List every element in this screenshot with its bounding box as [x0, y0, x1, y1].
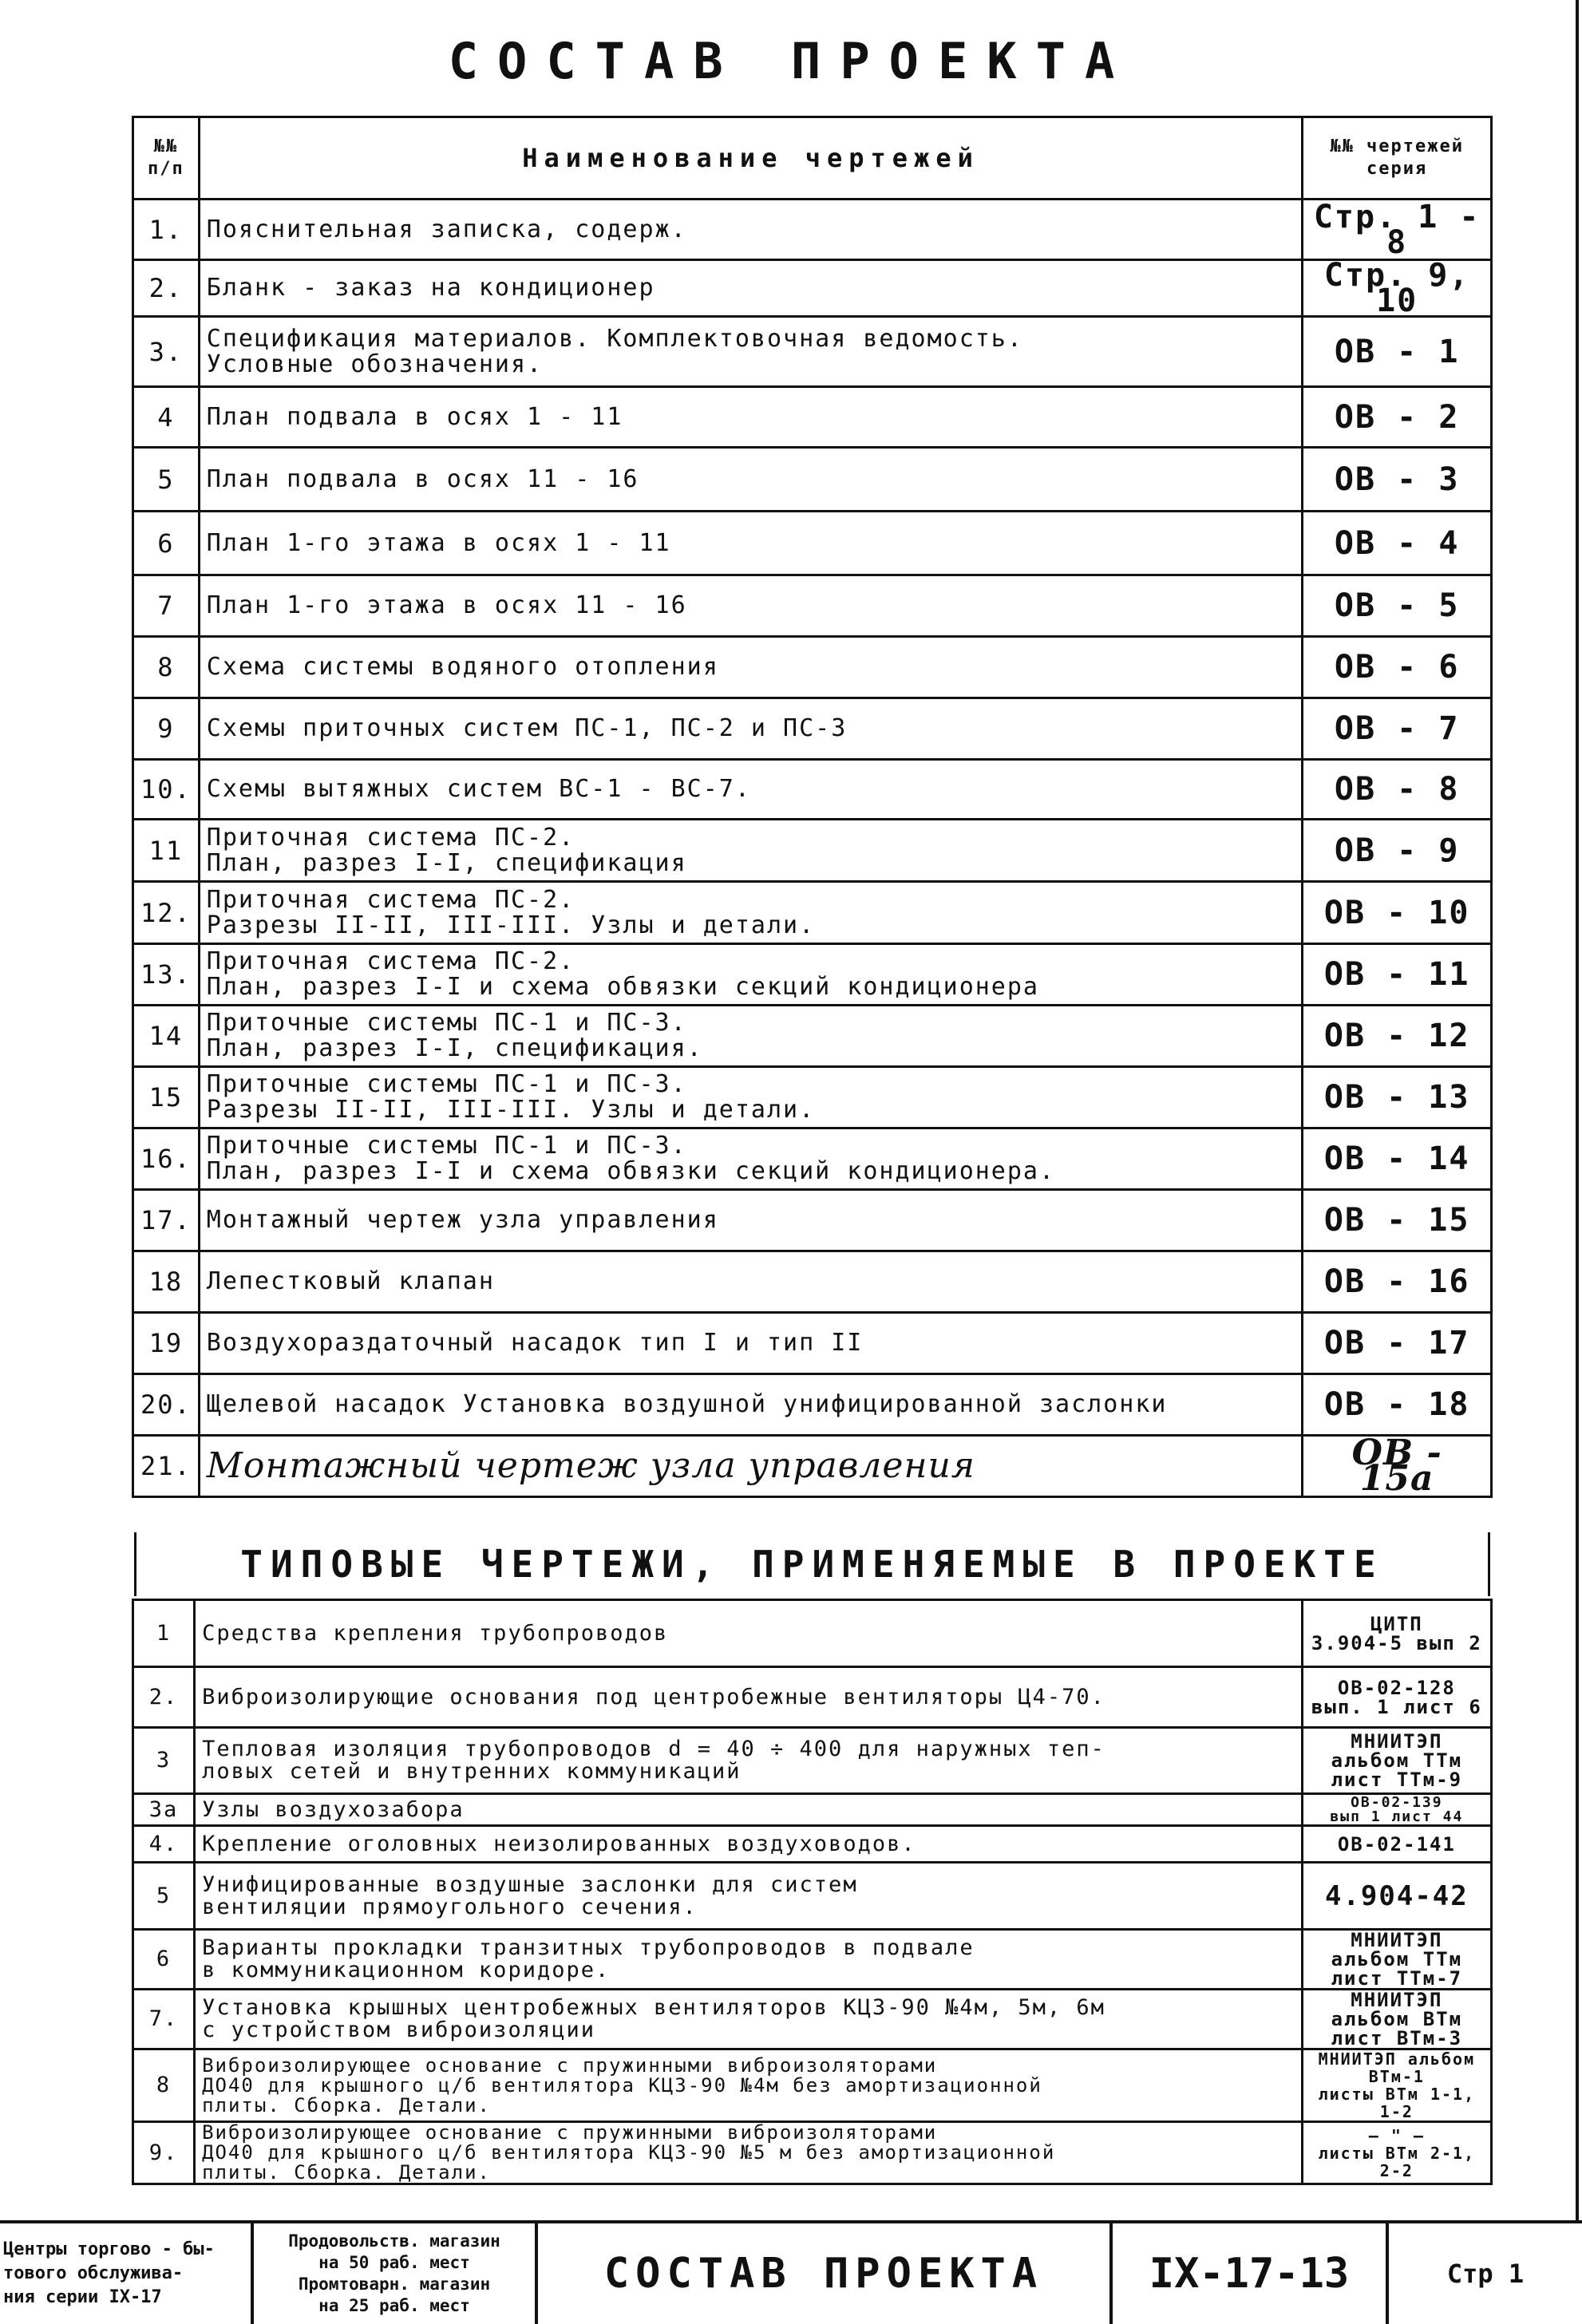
row-name-line: Виброизолирующие основания под центробежные вентиляторы Ц4-70. [202, 1684, 1105, 1709]
row-num: 2. [133, 1667, 195, 1728]
row-num: 16. [133, 1128, 200, 1190]
row-name [199, 1190, 1303, 1251]
table-row [133, 1006, 1492, 1067]
row-code-line-2: лист ТТм-9 [1331, 1769, 1463, 1791]
row-code: ОВ - 15а [1303, 1436, 1492, 1497]
header-num: №№ п/п [133, 117, 200, 200]
row-code: ОВ - 5 [1303, 575, 1492, 637]
row-name-line-2: План, разрез I-I и схема обвязки секций кондиционера. [206, 1157, 1056, 1185]
row-code: 4.904-42 [1302, 1863, 1491, 1930]
table-row [133, 1826, 1492, 1863]
row-name-line: План 1-го этажа в осях 11 - 16 [206, 591, 687, 619]
row-code-line-2: листы ВТм 2-1, 2-2 [1318, 2143, 1476, 2180]
title-block [0, 2220, 1582, 2324]
page-title: СОСТАВ ПРОЕКТА [448, 32, 1134, 90]
row-name [199, 1251, 1303, 1313]
row-code: ОВ - 11 [1303, 944, 1492, 1006]
row-code-line: ОВ-02-139 [1351, 1793, 1443, 1811]
row-code: ОВ - 14 [1303, 1128, 1492, 1190]
row-code-line: ОВ-02-128 [1337, 1676, 1456, 1699]
table-header-row [133, 117, 1492, 200]
stamp-shops-line: на 25 раб. мест [318, 2296, 470, 2315]
row-name-line-2: Условные обозначения. [206, 350, 544, 378]
row-code [1302, 2122, 1491, 2184]
table-row [133, 387, 1492, 448]
table-row [133, 2122, 1492, 2184]
row-name [199, 200, 1303, 260]
row-num: 5 [133, 1863, 195, 1930]
row-name [195, 1728, 1303, 1794]
row-num: 6 [133, 512, 200, 575]
row-code: ОВ - 9 [1303, 820, 1492, 882]
header-name: Наименование чертежей [199, 117, 1303, 200]
row-code: Стр. 9, 10 [1303, 260, 1492, 317]
row-name-line: Варианты прокладки транзитных трубопроводов в подвале [202, 1935, 975, 1960]
row-code: ОВ - 8 [1303, 760, 1492, 820]
row-num: 3. [133, 317, 200, 387]
table-row [133, 1728, 1492, 1794]
row-name-line: Виброизолирующее основание с пружинными виброизоляторами [202, 2121, 938, 2144]
row-name [199, 448, 1303, 512]
row-name [199, 882, 1303, 944]
row-num: 10. [133, 760, 200, 820]
row-name-line: Установка крышных центробежных вентиляторов КЦ3-90 №4м, 5м, 6м [202, 1995, 1105, 2020]
row-num: 2. [133, 260, 200, 317]
row-num: 13. [133, 944, 200, 1006]
row-name-line-2: с устройством виброизоляции [202, 2018, 595, 2042]
row-name-line: Пояснительная записка, содерж. [206, 215, 687, 243]
stamp-series-line: Центры торгово - бы- [3, 2239, 215, 2259]
row-name [195, 1863, 1303, 1930]
table-row [133, 1930, 1492, 1990]
row-num: 14 [133, 1006, 200, 1067]
row-name [199, 760, 1303, 820]
table-row [133, 820, 1492, 882]
row-name-line: Воздухораздаточный насадок тип I и тип II [206, 1329, 864, 1357]
row-name-line: Узлы воздухозабора [202, 1796, 465, 1822]
row-name-line-2: ДО40 для крышного ц/б вентилятора КЦ3-90 №5 м без амортизационной [202, 2141, 1056, 2164]
row-name-line: План подвала в осях 11 - 16 [206, 464, 639, 493]
row-name-line: Щелевой насадок Установка воздушной унифицированной заслонки [206, 1390, 1168, 1418]
header-code: №№ чертежей серия [1303, 117, 1492, 200]
row-name-line: Тепловая изоляция трубопроводов d = 40 ÷ 400 для наружных теп- [202, 1737, 1105, 1761]
row-code-line-2: лист ТТм-7 [1331, 1967, 1463, 1990]
table-row-handwritten [133, 1436, 1492, 1497]
row-name-line: Приточная система ПС-2. [206, 823, 575, 852]
row-code: ОВ - 13 [1303, 1067, 1492, 1128]
row-num: 15 [133, 1067, 200, 1128]
row-name-line: Средства крепления трубопроводов [202, 1620, 669, 1646]
row-name-line: План подвала в осях 1 - 11 [206, 402, 623, 431]
row-num: 7. [133, 1990, 195, 2049]
row-code: ОВ - 6 [1303, 637, 1492, 698]
row-num: 4. [133, 1826, 195, 1863]
row-name [195, 1794, 1303, 1826]
row-name [195, 2049, 1303, 2122]
row-code: ОВ - 2 [1303, 387, 1492, 448]
stamp-shops [254, 2223, 538, 2324]
stamp-shops-line: Продовольств. магазин [288, 2231, 500, 2251]
row-name-line-3: плиты. Сборка. Детали. [202, 2161, 491, 2184]
row-name-line: Схемы приточных систем ПС-1, ПС-2 и ПС-3 [206, 714, 848, 742]
table-row [133, 1667, 1492, 1728]
row-name-line-2: в коммуникационном коридоре. [202, 1958, 611, 1982]
row-name-line: Монтажный чертеж узла управления [206, 1206, 719, 1234]
row-name-line: Крепление оголовных неизолированных воздуховодов. [202, 1831, 916, 1856]
row-name [199, 575, 1303, 637]
section-title-typical: ТИПОВЫЕ ЧЕРТЕЖИ, ПРИМЕНЯЕМЫЕ В ПРОЕКТЕ [134, 1532, 1490, 1596]
row-num: 21. [133, 1436, 200, 1497]
row-num: 8 [133, 637, 200, 698]
row-num: 12. [133, 882, 200, 944]
row-name-line: Приточные системы ПС-1 и ПС-3. [206, 1132, 687, 1160]
row-num: 1 [133, 1600, 195, 1667]
row-code: ОВ-02-141 [1302, 1826, 1491, 1863]
table-row [133, 760, 1492, 820]
row-name-line-2: Разрезы II-II, III-III. Узлы и детали. [206, 911, 816, 939]
row-code: ОВ - 7 [1303, 698, 1492, 760]
row-name [199, 317, 1303, 387]
table-row [133, 1313, 1492, 1374]
row-num: 20. [133, 1374, 200, 1436]
row-num: 11 [133, 820, 200, 882]
row-name [199, 1067, 1303, 1128]
row-code-line: МНИИТЭП альбом ВТм-1 [1318, 2049, 1476, 2086]
row-code: ОВ - 10 [1303, 882, 1492, 944]
row-name-line: Приточная система ПС-2. [206, 947, 575, 975]
row-name [199, 387, 1303, 448]
row-num: 7 [133, 575, 200, 637]
row-name-line: Виброизолирующее основание с пружинными виброизоляторами [202, 2053, 938, 2077]
row-code [1302, 1728, 1491, 1794]
table-row [133, 200, 1492, 260]
row-code [1302, 2049, 1491, 2122]
row-name [199, 1374, 1303, 1436]
row-code [1302, 1794, 1491, 1826]
row-code: ОВ - 16 [1303, 1251, 1492, 1313]
table-row [133, 1600, 1492, 1667]
row-num: 3 [133, 1728, 195, 1794]
row-code-line-2: лист ВТм-3 [1331, 2027, 1463, 2049]
row-code-line: — " — [1368, 2125, 1425, 2145]
row-num: 9 [133, 698, 200, 760]
row-name [199, 637, 1303, 698]
table-row [133, 882, 1492, 944]
stamp-page: Стр 1 [1446, 2259, 1525, 2289]
row-name [199, 944, 1303, 1006]
typical-table [132, 1599, 1493, 2185]
row-name-line-2: ловых сетей и внутренних коммуникаций [202, 1759, 742, 1784]
row-code-line-2: 3.904-5 вып 2 [1311, 1631, 1482, 1654]
row-code [1302, 1990, 1491, 2049]
table-row [133, 512, 1492, 575]
row-num: 4 [133, 387, 200, 448]
row-name-line: Схемы вытяжных систем ВС-1 - ВС-7. [206, 775, 751, 803]
row-name [195, 1826, 1303, 1863]
table-row [133, 448, 1492, 512]
row-code-line: МНИИТЭП альбом ТТм [1331, 1929, 1463, 1970]
row-num: 8 [133, 2049, 195, 2122]
table-row [133, 260, 1492, 317]
row-num: 19 [133, 1313, 200, 1374]
row-code: ОВ - 15 [1303, 1190, 1492, 1251]
row-code: ОВ - 3 [1303, 448, 1492, 512]
table-row [133, 944, 1492, 1006]
row-num: 3а [133, 1794, 195, 1826]
row-name-line: Приточные системы ПС-1 и ПС-3. [206, 1070, 687, 1098]
row-name [199, 1006, 1303, 1067]
row-name [199, 1313, 1303, 1374]
table-row [133, 1128, 1492, 1190]
table-row [133, 1990, 1492, 2049]
stamp-shops-line: на 50 раб. мест [318, 2253, 470, 2272]
row-code [1302, 1930, 1491, 1990]
table-row [133, 1863, 1492, 1930]
row-code: ОВ - 4 [1303, 512, 1492, 575]
row-name-line-2: Разрезы II-II, III-III. Узлы и детали. [206, 1096, 816, 1124]
row-name-line: Приточные системы ПС-1 и ПС-3. [206, 1009, 687, 1037]
row-name-line: Унифицированные воздушные заслонки для систем [202, 1871, 858, 1897]
row-num: 18 [133, 1251, 200, 1313]
row-code-line: МНИИТЭП альбом ВТм [1331, 1989, 1463, 2030]
row-num: 5 [133, 448, 200, 512]
row-name [199, 820, 1303, 882]
row-name-line: Спецификация материалов. Комплектовочная ведомость. [206, 324, 1023, 353]
row-name-line-2: План, разрез I-I и схема обвязки секций кондиционера [206, 973, 1039, 1001]
row-code: ОВ - 12 [1303, 1006, 1492, 1067]
stamp-title: СОСТАВ ПРОЕКТА [538, 2223, 1113, 2324]
table-row [133, 1794, 1492, 1826]
row-name [199, 512, 1303, 575]
row-name [195, 1667, 1303, 1728]
row-code-line-2: листы ВТм 1-1, 1-2 [1318, 2085, 1476, 2121]
row-name-line: Схема системы водяного отопления [206, 653, 719, 681]
row-name-line-2: План, разрез I-I, спецификация. [206, 1034, 703, 1062]
row-name [199, 260, 1303, 317]
row-name [199, 698, 1303, 760]
stamp-code: IX-17-13 [1113, 2223, 1389, 2324]
row-code [1302, 1600, 1491, 1667]
row-code-line: ЦИТП [1370, 1612, 1423, 1635]
row-name [195, 2122, 1303, 2184]
row-code-line: МНИИТЭП альбом ТТм [1331, 1730, 1463, 1772]
table-row [133, 1190, 1492, 1251]
table-row [133, 317, 1492, 387]
row-name-line: Лепестковый клапан [206, 1267, 495, 1295]
table-row [133, 637, 1492, 698]
row-name [195, 1600, 1303, 1667]
row-name-line: План 1-го этажа в осях 1 - 11 [206, 528, 671, 557]
row-name [199, 1128, 1303, 1190]
row-code: ОВ - 18 [1303, 1374, 1492, 1436]
row-code: ОВ - 17 [1303, 1313, 1492, 1374]
row-name-line-3: плиты. Сборка. Детали. [202, 2093, 491, 2116]
stamp-series-line: тового обслужива- [3, 2263, 184, 2283]
table-row [133, 2049, 1492, 2122]
stamp-shops-line: Промтоварн. магазин [298, 2275, 491, 2294]
row-name-line: Приточная система ПС-2. [206, 885, 575, 914]
drawings-table [132, 116, 1493, 1498]
row-name-line-2: План, разрез I-I, спецификация [206, 848, 687, 877]
row-name-line-2: вентиляции прямоугольного сечения. [202, 1894, 698, 1919]
row-code: ОВ - 1 [1303, 317, 1492, 387]
row-name [199, 1436, 1303, 1497]
row-code: Стр. 1 - 8 [1303, 200, 1492, 260]
row-name [195, 1930, 1303, 1990]
table-row [133, 1251, 1492, 1313]
row-name-line: Монтажный чертеж узла управления [206, 1445, 975, 1486]
row-num: 9. [133, 2122, 195, 2184]
row-name-line: Бланк - заказ на кондиционер [206, 274, 655, 302]
row-code-line-2: вып. 1 лист 6 [1311, 1695, 1482, 1718]
row-num: 1. [133, 200, 200, 260]
row-name [195, 1990, 1303, 2049]
table-row [133, 575, 1492, 637]
row-name-line-2: ДО40 для крышного ц/б вентилятора КЦ3-90 №4м без амортизационной [202, 2073, 1042, 2097]
table-row [133, 698, 1492, 760]
row-num: 17. [133, 1190, 200, 1251]
stamp-series-line: ния серии IX-17 [3, 2287, 162, 2307]
row-code-line-2: вып 1 лист 44 [1330, 1808, 1464, 1825]
row-code [1302, 1667, 1491, 1728]
stamp-series [0, 2223, 254, 2324]
table-row [133, 1374, 1492, 1436]
row-num: 6 [133, 1930, 195, 1990]
table-row [133, 1067, 1492, 1128]
